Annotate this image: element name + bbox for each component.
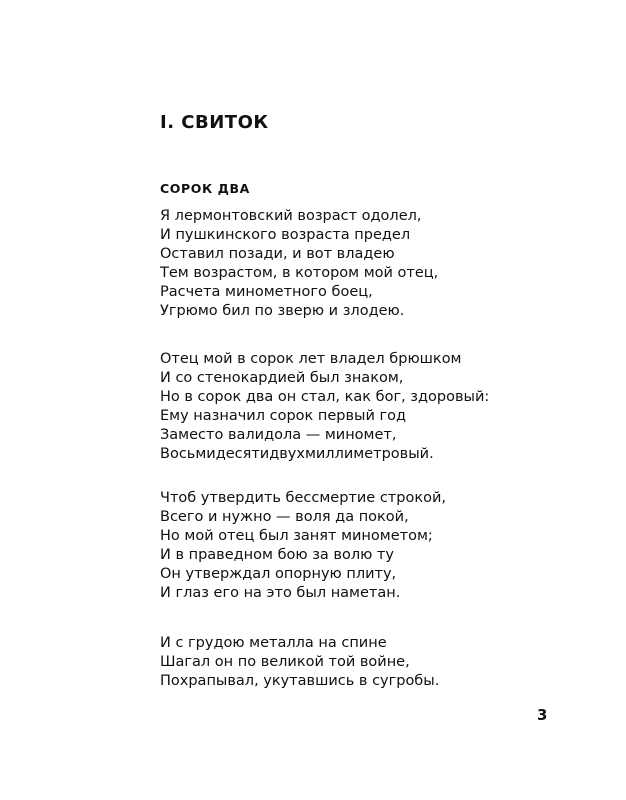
poem-line: Отец мой в сорок лет владел брюшком xyxy=(160,351,462,367)
poem-line: Он утверждал опорную плиту, xyxy=(160,566,397,582)
poem-line: И со стенокардией был знаком, xyxy=(160,370,404,386)
poem-line: И глаз его на это был наметан. xyxy=(160,585,401,601)
section-title: I. СВИТОК xyxy=(160,112,269,133)
page-number: 3 xyxy=(537,706,548,724)
poem-line: Но в сорок два он стал, как бог, здоровый: xyxy=(160,389,490,405)
stanza-3 xyxy=(160,489,446,603)
poem-line: И пушкинского возраста предел xyxy=(160,227,411,243)
poem-line: Заместо валидола — миномет, xyxy=(160,427,397,443)
poem-title: СОРОК ДВА xyxy=(160,181,250,196)
poem-line: И с грудою металла на спине xyxy=(160,635,387,651)
poem-line: Похрапывал, укутавшись в сугробы. xyxy=(160,673,440,689)
poem-line: Шагал он по великой той войне, xyxy=(160,654,410,670)
poem-line: Восьмидесятидвухмиллиметровый. xyxy=(160,446,434,462)
poem-line: Тем возрастом, в котором мой отец, xyxy=(160,265,439,281)
poem-line: Расчета минометного боец, xyxy=(160,284,373,300)
stanza-2 xyxy=(160,350,489,464)
poem-line: И в праведном бою за волю ту xyxy=(160,547,394,563)
stanza-4 xyxy=(160,634,439,691)
poem-line: Но мой отец был занят минометом; xyxy=(160,528,433,544)
poem-line: Ему назначил сорок первый год xyxy=(160,408,407,424)
poem-line: Чтоб утвердить бессмертие строкой, xyxy=(160,490,446,506)
poem-line: Угрюмо бил по зверю и злодею. xyxy=(160,303,405,319)
poem-line: Всего и нужно — воля да покой, xyxy=(160,509,409,525)
poem-line: Оставил позади, и вот владею xyxy=(160,246,395,262)
stanza-1 xyxy=(160,207,438,321)
poem-line: Я лермонтовский возраст одолел, xyxy=(160,208,422,224)
